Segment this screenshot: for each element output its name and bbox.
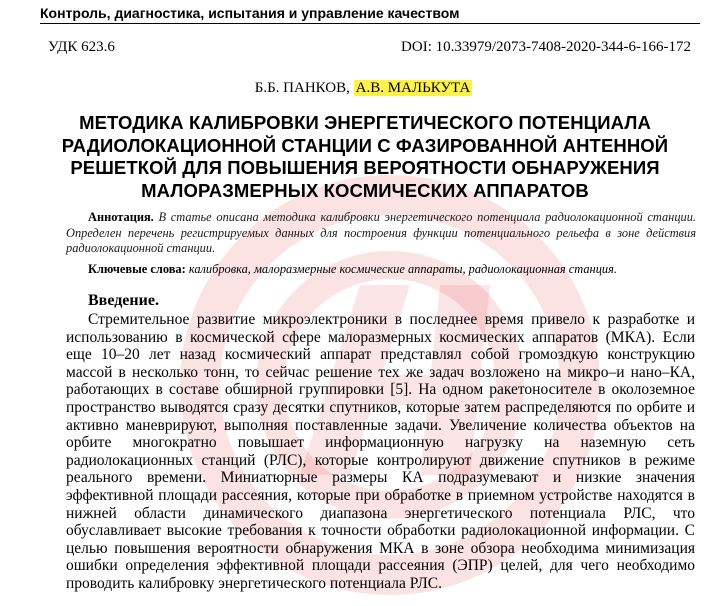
- author-pankov: Б.Б. ПАНКОВ,: [254, 80, 354, 96]
- abstract-label: Аннотация.: [88, 210, 154, 224]
- keywords-text: калибровка, малоразмерные космические аппараты, радиолокационная станция.: [185, 262, 617, 276]
- introduction-paragraph: Стремительное развитие микроэлектроники в последнее время привело к разработке и использованию в космической сфере малоразмерных космических аппаратов (МКА). Если еще 10–20 лет назад космический аппарат представлял собой громоздкую конструкцию массой в несколько тонн, то сейчас решение тех же задач возложено на микро–и нано–КА, работающих в составе обширной группировки [5]. На одном ракетоносителе в околоземное пространство выводятся сразу десятки спутников, которые затем распределяются по орбите и активно маневрируют, выполняя поставленные задачи. Увеличение количества объектов на орбите многократно повышает информационную нагрузку на наземную сеть радиолокационных станций (РЛС), которые контролируют движение спутников в режиме реального времени. Миниатюрные размеры КА подразумевают и низкие значения эффективной площади рассеяния, которые при обработке в приемном устройстве находятся в нижней области динамического диапазона энергетического потенциала РЛС, что обуславливает высокие требования к точности обработки радиолокационной информации. С целью повышения вероятности обнаружения МКА в зоне обзора необходима минимизация ошибки определения эффективной площади рассеяния (ЭПР) целей, для чего необходимо проводить калибровку энергетического потенциала РЛС.: [66, 311, 695, 592]
- authors: [0, 78, 727, 98]
- abstract-text: В статье описана методика калибровки энергетического потенциала радиолокационной станции. Определен перечень регистрируемых данных для построения функции потенциального рельефа в зоне действия радиолокационной станции.: [66, 210, 696, 255]
- keywords: [66, 262, 696, 278]
- journal-section-header: Контроль, диагностика, испытания и управление качеством: [40, 4, 700, 24]
- title-line: МЕТОДИКА КАЛИБРОВКИ ЭНЕРГЕТИЧЕСКОГО ПОТЕНЦИАЛА: [79, 112, 651, 133]
- title-line: РЕШЕТКОЙ ДЛЯ ПОВЫШЕНИЯ ВЕРОЯТНОСТИ ОБНАРУЖЕНИЯ: [70, 157, 660, 178]
- keywords-label: Ключевые слова:: [88, 262, 186, 276]
- udk-code: УДК 623.6: [48, 39, 115, 55]
- doi: DOI: 10.33979/2073-7408-2020-344-6-166-172: [401, 39, 691, 55]
- abstract: [66, 210, 696, 257]
- author-malkuta-highlighted: А.В. МАЛЬКУТА: [355, 80, 471, 96]
- title-line: МАЛОРАЗМЕРНЫХ КОСМИЧЕСКИХ АППАРАТОВ: [141, 179, 589, 201]
- title-line: РАДИОЛОКАЦИОННОЙ СТАНЦИИ С ФАЗИРОВАННОЙ АНТЕННОЙ: [61, 134, 669, 156]
- paper-title: [30, 112, 700, 202]
- introduction-heading: Введение.: [88, 292, 159, 309]
